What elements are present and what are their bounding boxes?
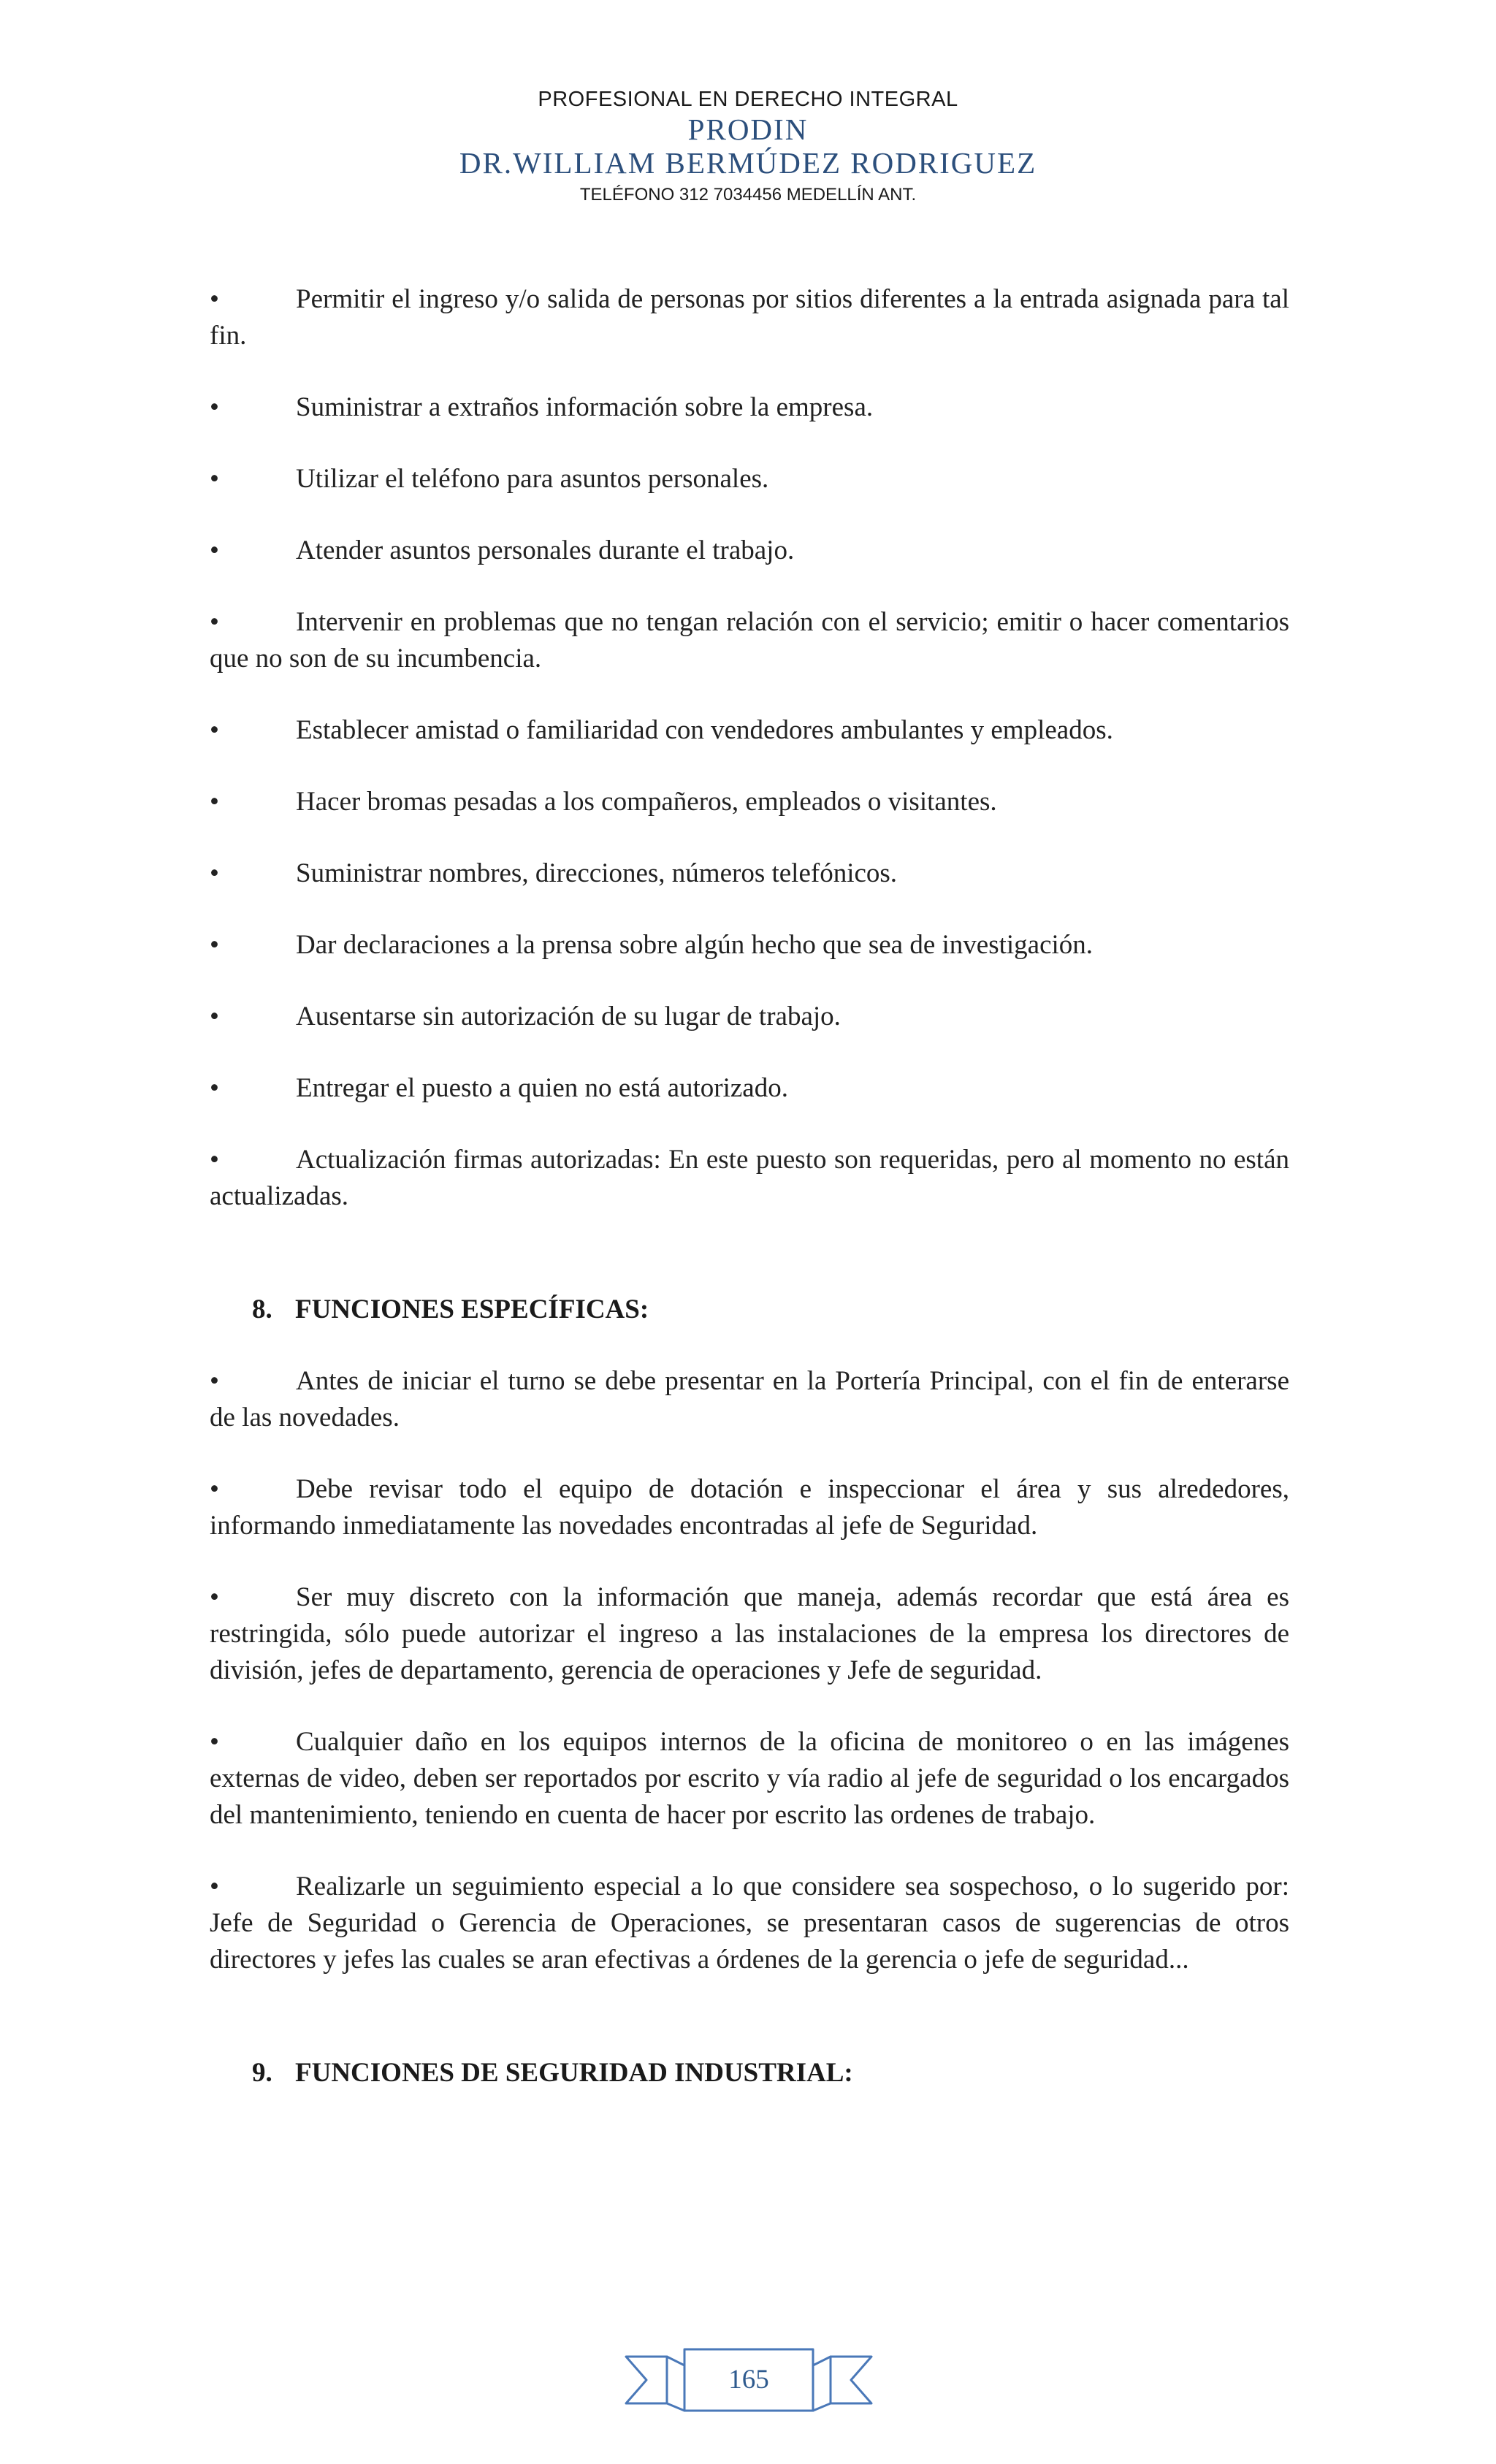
list-item: • Realizarle un seguimiento especial a lo que considere sea sospechoso, o lo sugerido por: Jefe de Seguridad o Gerencia de Operaciones, se presentaran casos de sugerencias de otros directores y jefes las cuales se aran efectivas a órdenes de la gerencia o jefe de seguridad... xyxy=(210,1869,1289,1978)
bullet-icon: • xyxy=(210,1073,219,1103)
prohibitions-list xyxy=(210,281,1289,1215)
bullet-icon: • xyxy=(210,392,219,422)
header-brand: PRODIN xyxy=(687,112,809,146)
section-9-heading xyxy=(252,2055,1289,2091)
bullet-icon: • xyxy=(210,464,219,494)
page-number: 165 xyxy=(728,2365,769,2395)
list-item: • Atender asuntos personales durante el trabajo. xyxy=(210,533,1289,569)
list-item: • Intervenir en problemas que no tengan relación con el servicio; emitir o hacer comentarios que no son de su incumbencia. xyxy=(210,604,1289,677)
page-footer xyxy=(625,2343,873,2417)
list-item: • Entregar el puesto a quien no está autorizado. xyxy=(210,1070,1289,1107)
list-item: • Debe revisar todo el equipo de dotación e inspeccionar el área y sus alrededores, informando inmediatamente las novedades encontradas al jefe de Seguridad. xyxy=(210,1471,1289,1544)
section-8-heading xyxy=(252,1292,1289,1328)
bullet-icon: • xyxy=(210,858,219,888)
list-item: • Dar declaraciones a la prensa sobre algún hecho que sea de investigación. xyxy=(210,927,1289,964)
list-item: • Suministrar nombres, direcciones, números telefónicos. xyxy=(210,855,1289,892)
list-item: • Establecer amistad o familiaridad con vendedores ambulantes y empleados. xyxy=(210,712,1289,749)
list-item: • Ausentarse sin autorización de su lugar de trabajo. xyxy=(210,999,1289,1035)
list-item: • Utilizar el teléfono para asuntos personales. xyxy=(210,461,1289,497)
bullet-icon: • xyxy=(210,1474,219,1504)
bullet-icon: • xyxy=(210,607,219,637)
header-contact: TELÉFONO 312 7034456 MEDELLÍN ANT. xyxy=(579,185,917,205)
section-8-number: 8. xyxy=(252,1294,272,1324)
list-item: • Actualización firmas autorizadas: En este puesto son requeridas, pero al momento no están actualizadas. xyxy=(210,1142,1289,1215)
list-item: • Ser muy discreto con la información que maneja, además recordar que está área es restringida, sólo puede autorizar el ingreso a las instalaciones de la empresa los directores de división, jefes de departamento, gerencia de operaciones y Jefe de seguridad. xyxy=(210,1579,1289,1689)
list-item: • Permitir el ingreso y/o salida de personas por sitios diferentes a la entrada asignada para tal fin. xyxy=(210,281,1289,354)
bullet-icon: • xyxy=(210,930,219,960)
header-author: DR.WILLIAM BERMÚDEZ RODRIGUEZ xyxy=(459,146,1037,180)
list-item: • Suministrar a extraños información sobre la empresa. xyxy=(210,389,1289,426)
list-item: • Cualquier daño en los equipos internos de la oficina de monitoreo o en las imágenes externas de video, deben ser reportados por escrito y vía radio al jefe de seguridad o los encargados del mantenimiento, teniendo en cuenta de hacer por escrito las ordenes de trabajo. xyxy=(210,1724,1289,1834)
bullet-icon: • xyxy=(210,1727,219,1757)
section-8-title: FUNCIONES ESPECÍFICAS: xyxy=(295,1294,649,1324)
bullet-icon: • xyxy=(210,1582,219,1612)
bullet-icon: • xyxy=(210,787,219,817)
header-profession: PROFESIONAL EN DERECHO INTEGRAL xyxy=(538,88,958,111)
list-item: • Hacer bromas pesadas a los compañeros, empleados o visitantes. xyxy=(210,784,1289,820)
section-9-number: 9. xyxy=(252,2058,272,2088)
specific-functions-list xyxy=(210,1363,1289,1978)
document-header xyxy=(0,86,1496,207)
bullet-icon: • xyxy=(210,1872,219,1902)
bullet-icon: • xyxy=(210,1002,219,1031)
bullet-icon: • xyxy=(210,715,219,745)
bullet-icon: • xyxy=(210,1366,219,1396)
bullet-icon: • xyxy=(210,284,219,314)
section-9-title: FUNCIONES DE SEGURIDAD INDUSTRIAL: xyxy=(295,2058,853,2088)
bullet-icon: • xyxy=(210,535,219,565)
document-body xyxy=(210,281,1289,2127)
bullet-icon: • xyxy=(210,1145,219,1175)
list-item: • Antes de iniciar el turno se debe presentar en la Portería Principal, con el fin de enterarse de las novedades. xyxy=(210,1363,1289,1436)
